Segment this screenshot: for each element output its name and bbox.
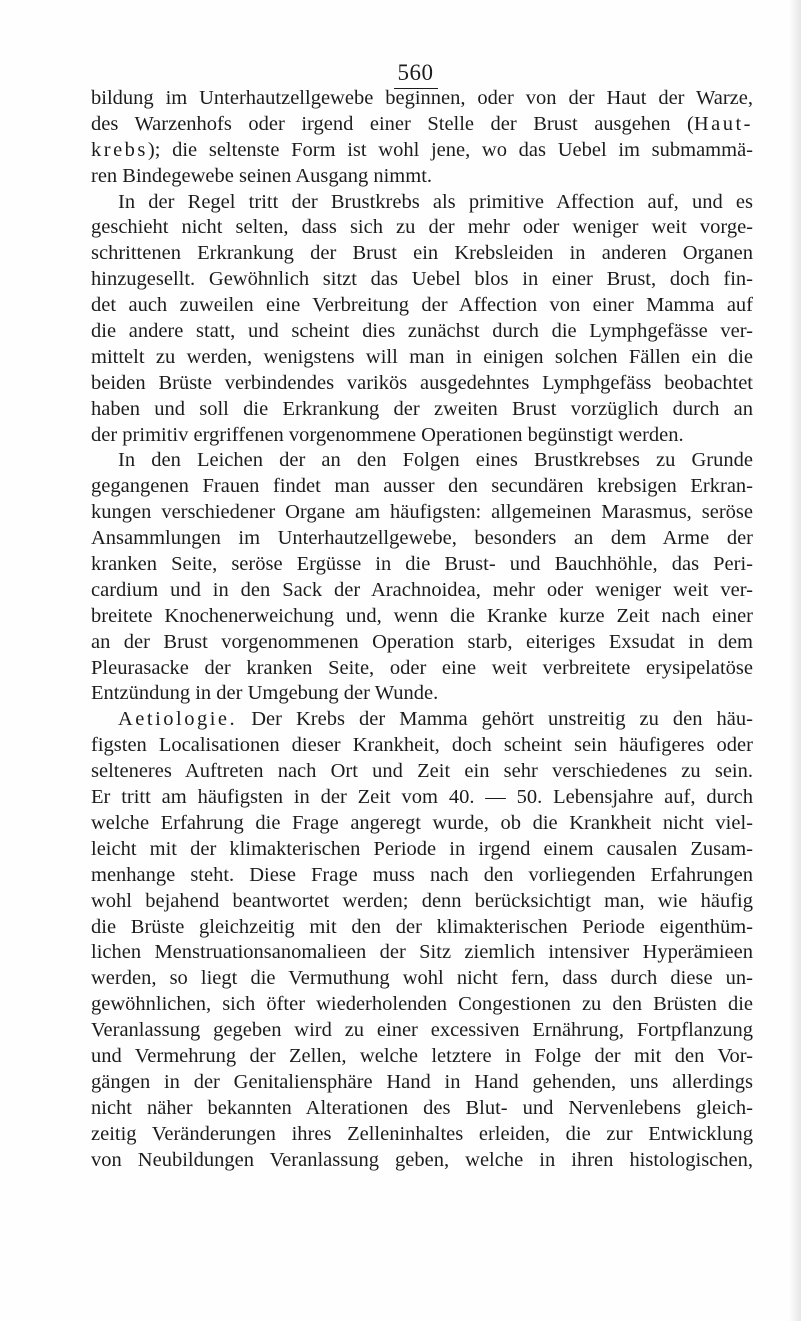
text-line: menhange steht. Diese Frage muss nach den vorliegenden Erfahrungen [91, 863, 753, 886]
text-line: gegangenen Frauen findet man ausser den secundären krebsigen Erkran- [91, 475, 753, 498]
text-line: breitete Knochenerweichung und, wenn die Kranke kurze Zeit nach einer [91, 604, 753, 627]
text-line: Veranlassung gegeben wird zu einer excessiven Ernährung, Fortpflanzung [91, 1019, 753, 1042]
emphasized-term: Haut- [693, 112, 753, 135]
text-line: an der Brust vorgenommenen Operation starb, eiteriges Exsudat in dem [91, 630, 753, 653]
page-edge-shadow [789, 0, 801, 1321]
paragraph-start-line: In der Regel tritt der Brustkrebs als primitive Affection auf, und es [118, 190, 753, 213]
text-line: Pleurasacke der kranken Seite, oder eine weit verbreitete erysipelatöse [91, 656, 753, 679]
text-line: ren Bindegewebe seinen Ausgang nimmt. [91, 164, 433, 187]
text-line: bildung im Unterhautzellgewebe beginnen, oder von der Haut der Warze, [91, 87, 753, 109]
emphasized-term: krebs [91, 138, 148, 161]
text-line: geschieht nicht selten, dass sich zu der mehr oder weniger weit vorge- [91, 216, 753, 239]
section-heading-line: Aetiologie. Der Krebs der Mamma gehört unstreitig zu den häu- [118, 708, 753, 731]
text-line: gewöhnlichen, sich öfter wiederholenden Congestionen zu den Brüsten die [91, 993, 753, 1016]
page-number [0, 60, 801, 89]
section-heading-word: Aetiologie. [118, 708, 238, 731]
text-line: lichen Menstruationsanomalieen der Sitz ziemlich intensiver Hyperämieen [91, 941, 753, 964]
text-line: hinzugesellt. Gewöhnlich sitzt das Uebel blos in einer Brust, doch fin- [91, 268, 753, 291]
text-line: cardium und in den Sack der Arachnoidea, mehr oder weniger weit ver- [91, 578, 753, 601]
text-line: nicht näher bekannten Alterationen des Blut- und Nervenlebens gleich- [91, 1096, 753, 1119]
text-line: der primitiv ergriffenen vorgenommene Operationen begünstigt werden. [91, 423, 684, 446]
text-line: die andere statt, und scheint dies zunächst durch die Lymphgefässe ver- [91, 320, 753, 343]
text-line: beiden Brüste verbindendes varikös ausgedehntes Lymphgefäss beobachtet [91, 371, 753, 394]
text-line: zeitig Veränderungen ihres Zelleninhaltes erleiden, die zur Entwicklung [91, 1122, 753, 1145]
text-line: des Warzenhofs oder irgend einer Stelle der Brust ausgehen (Haut- [91, 112, 753, 135]
paragraph-start-line: In den Leichen der an den Folgen eines Brustkrebses zu Grunde [118, 449, 753, 472]
text-line: werden, so liegt die Vermuthung wohl nicht fern, dass durch diese un- [91, 967, 753, 990]
text-line: und Vermehrung der Zellen, welche letztere in Folge der mit den Vor- [91, 1044, 753, 1067]
text-line: haben und soll die Erkrankung der zweiten Brust vorzüglich durch an [91, 397, 753, 420]
page-number-text: 560 [394, 60, 438, 89]
text-line: Ansammlungen im Unterhautzellgewebe, besonders an dem Arme der [91, 527, 753, 550]
text-line: mittelt zu werden, wenigstens will man in einigen solchen Fällen ein die [91, 345, 753, 368]
text-line: selteneres Auftreten nach Ort und Zeit ein sehr verschiedenes zu sein. [91, 760, 753, 783]
text-line: Er tritt am häufigsten in der Zeit vom 40. — 50. Lebensjahre auf, durch [91, 786, 753, 809]
text-line: Entzündung in der Umgebung der Wunde. [91, 682, 439, 705]
text-line: die Brüste gleichzeitig mit den der klimakterischen Periode eigenthüm- [91, 915, 753, 938]
text-line: welche Erfahrung die Frage angeregt wurde, ob die Krankheit nicht viel- [91, 811, 753, 834]
text-line: kungen verschiedener Organe am häufigsten: allgemeinen Marasmus, seröse [91, 501, 753, 524]
body-text [91, 86, 753, 1173]
text-line: leicht mit der klimakterischen Periode in irgend einem causalen Zusam- [91, 837, 753, 860]
text-line: figsten Localisationen dieser Krankheit, doch scheint sein häufigeres oder [91, 734, 753, 757]
text-line: schrittenen Erkrankung der Brust ein Krebsleiden in anderen Organen [91, 242, 753, 265]
text-line: gängen in der Genitaliensphäre Hand in Hand gehenden, uns allerdings [91, 1070, 753, 1093]
text-line: kranken Seite, seröse Ergüsse in die Brust- und Bauchhöhle, das Peri- [91, 553, 753, 576]
text-line: det auch zuweilen eine Verbreitung der Affection von einer Mamma auf [91, 294, 753, 317]
text-line: krebs); die seltenste Form ist wohl jene, wo das Uebel im submammä- [91, 138, 753, 161]
text-line: wohl bejahend beantwortet werden; denn berücksichtigt man, wie häufig [91, 889, 753, 912]
text-line: von Neubildungen Veranlassung geben, welche in ihren histologischen, [91, 1148, 753, 1171]
